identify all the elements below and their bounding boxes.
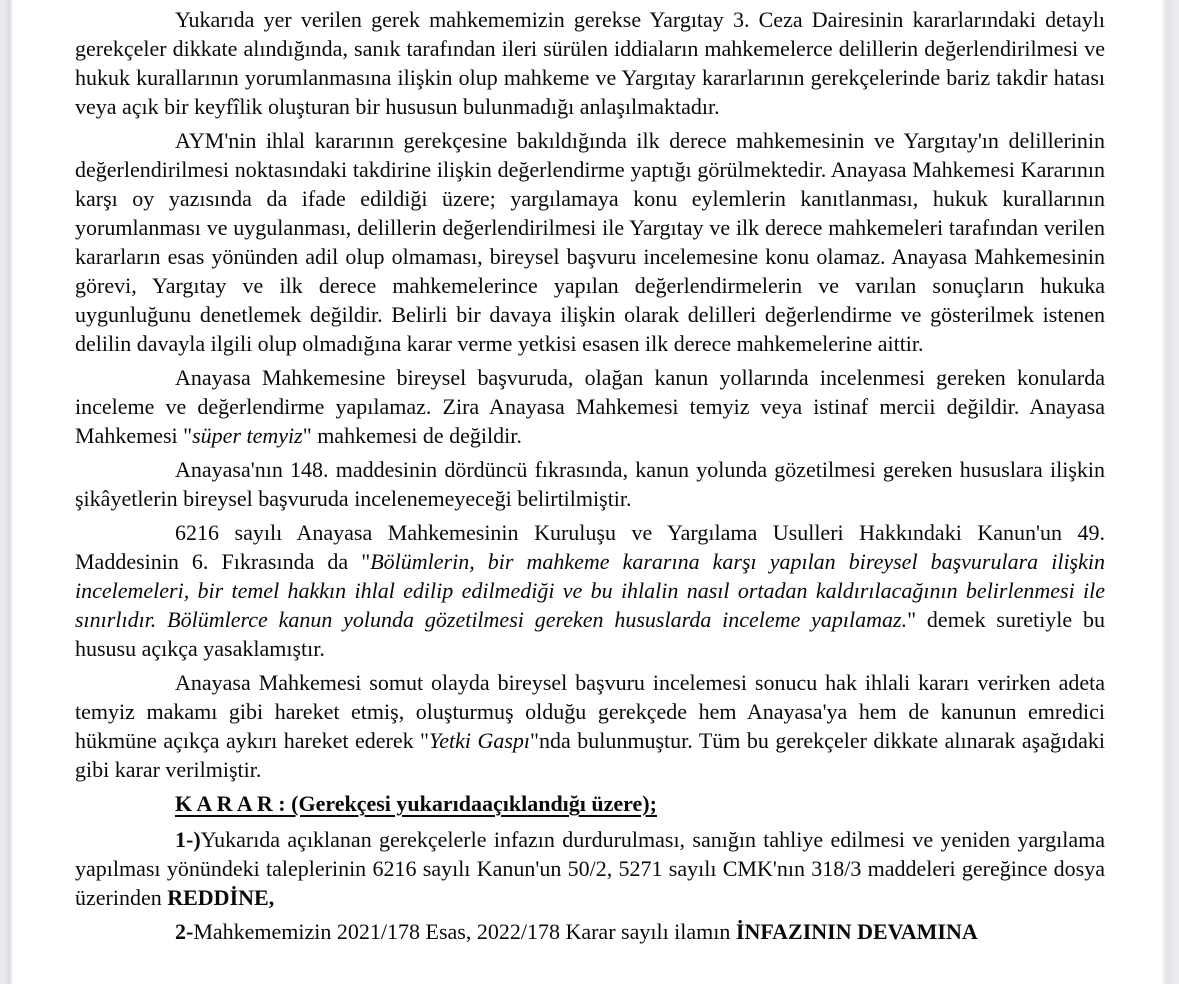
paragraph-anayasa-148 xyxy=(75,455,1105,513)
text-segment: 2- xyxy=(175,919,194,944)
text-segment: Yukarıda açıklanan gerekçelerle infazın durdurulması, sanığın tahliye edilmesi ve yeniden yargılama yapılması yönündeki taleplerinin 6216 sayılı Kanun'un 50/2, 5271 sayılı CMK'nın 318/3 maddeleri gereğince dosya üzerinden xyxy=(75,827,1105,910)
page-left-edge xyxy=(0,0,13,984)
paragraph-super-temyiz xyxy=(75,363,1105,450)
text-segment: Bölümlerin, bir mahkeme kararına karşı yapılan bireysel başvurulara ilişkin incelemeleri, bir temel hakkın ihlal edilip edilmediği ve bu ihlalin nasıl ortadan kaldırılacağının belirlenmesi ile sınırlıdır. Bölümlerce kanun yolunda gözetilmesi gereken hususlarda inceleme yapılamaz. xyxy=(75,549,1105,632)
text-block xyxy=(75,5,1105,951)
paragraph-aym-gerekce xyxy=(75,126,1105,358)
text-segment: Anayasa Mahkemesi somut olayda bireysel başvuru incelemesi sonucu hak ihlali kararı verirken adeta temyiz makamı gibi hareket etmiş, oluşturmuş olduğu gerekçede hem Anayasa'ya hem de kanunun emredici hükmüne açıkça aykırı hareket ederek " xyxy=(75,670,1105,753)
text-segment: K A R A R : (Gerekçesi yukarıdaaçıklandığı üzere); xyxy=(175,791,657,816)
paragraph-assessment xyxy=(75,5,1105,121)
text-segment: 6216 sayılı Anayasa Mahkemesinin Kuruluşu ve Yargılama Usulleri Hakkındaki Kanun'un 49. Maddesinin 6. Fıkrasında da " xyxy=(75,520,1105,574)
page-right-edge xyxy=(1162,0,1179,984)
text-segment: Anayasa Mahkemesine bireysel başvuruda, olağan kanun yollarında incelenmesi gereken konularda inceleme ve değerlendirme yapılamaz. Zira Anayasa Mahkemesi temyiz veya istinaf mercii değildir. Anayasa Mahkemesi " xyxy=(75,365,1105,448)
text-segment: REDDİNE, xyxy=(167,885,275,910)
karar-item-1 xyxy=(75,825,1105,912)
text-segment: "nda bulunmuştur. Tüm bu gerekçeler dikkate alınarak aşağıdaki gibi karar verilmiştir. xyxy=(75,728,1105,782)
text-segment: Anayasa'nın 148. maddesinin dördüncü fıkrasında, kanun yolunda gözetilmesi gereken hususlara ilişkin şikâyetlerin bireysel başvuruda incelenemeyeceği belirtilmiştir. xyxy=(75,457,1105,511)
karar-item-2 xyxy=(75,917,1105,946)
text-segment: AYM'nin ihlal kararının gerekçesine bakıldığında ilk derece mahkemesinin ve Yargıtay'ın delillerinin değerlendirilmesi noktasındaki takdirine ilişkin değerlendirme yaptığı görülmektedir. Anayasa Mahkemesi Kararının karşı oy yazısında da ifade edildiği üzere; yargılamaya konu eylemlerin kanıtlanması, hukuk kurallarının yorumlanması ve uygulanması, delillerin değerlendirilmesi ile Yargıtay ve ilk derece mahkemeleri tarafından verilen kararların esas yönünden adil olup olmaması, bireysel başvuru incelemesine konu olamaz. Anayasa Mahkemesinin görevi, Yargıtay ve ilk derece mahkemelerince yapılan değerlendirmelerin ve varılan sonuçların hukuka uygunluğunu denetlemek değildir. Belirli bir davaya ilişkin olarak delilleri değerlendirme ve gösterilmek istenen delilin davayla ilgili olup olmadığına karar verme yetkisi esasen ilk derece mahkemelerine aittir. xyxy=(75,128,1105,356)
karar-heading xyxy=(75,789,1105,818)
document-page xyxy=(13,0,1162,984)
text-segment: " demek suretiyle bu hususu açıkça yasaklamıştır. xyxy=(75,607,1105,661)
paragraph-6216-kanun xyxy=(75,518,1105,663)
text-segment: Yetki Gaspı xyxy=(429,728,531,753)
text-segment: Yukarıda yer verilen gerek mahkememizin gerekse Yargıtay 3. Ceza Dairesinin kararlarındaki detaylı gerekçeler dikkate alındığında, sanık tarafından ileri sürülen iddiaların mahkemelerce delillerin değerlendirilmesi ve hukuk kurallarının yorumlanmasına ilişkin olup mahkeme ve Yargıtay kararlarının gerekçelerinde bariz takdir hatası veya açık bir keyfîlik oluşturan bir hususun bulunmadığı anlaşılmaktadır. xyxy=(75,7,1105,119)
text-segment: Mahkememizin 2021/178 Esas, 2022/178 Karar sayılı ilamın xyxy=(193,919,736,944)
text-segment: İNFAZININ DEVAMINA xyxy=(735,919,978,944)
paragraph-yetki-gaspi xyxy=(75,668,1105,784)
text-segment: 1-) xyxy=(175,827,201,852)
text-segment: süper temyiz xyxy=(192,423,303,448)
text-segment: " mahkemesi de değildir. xyxy=(302,423,522,448)
